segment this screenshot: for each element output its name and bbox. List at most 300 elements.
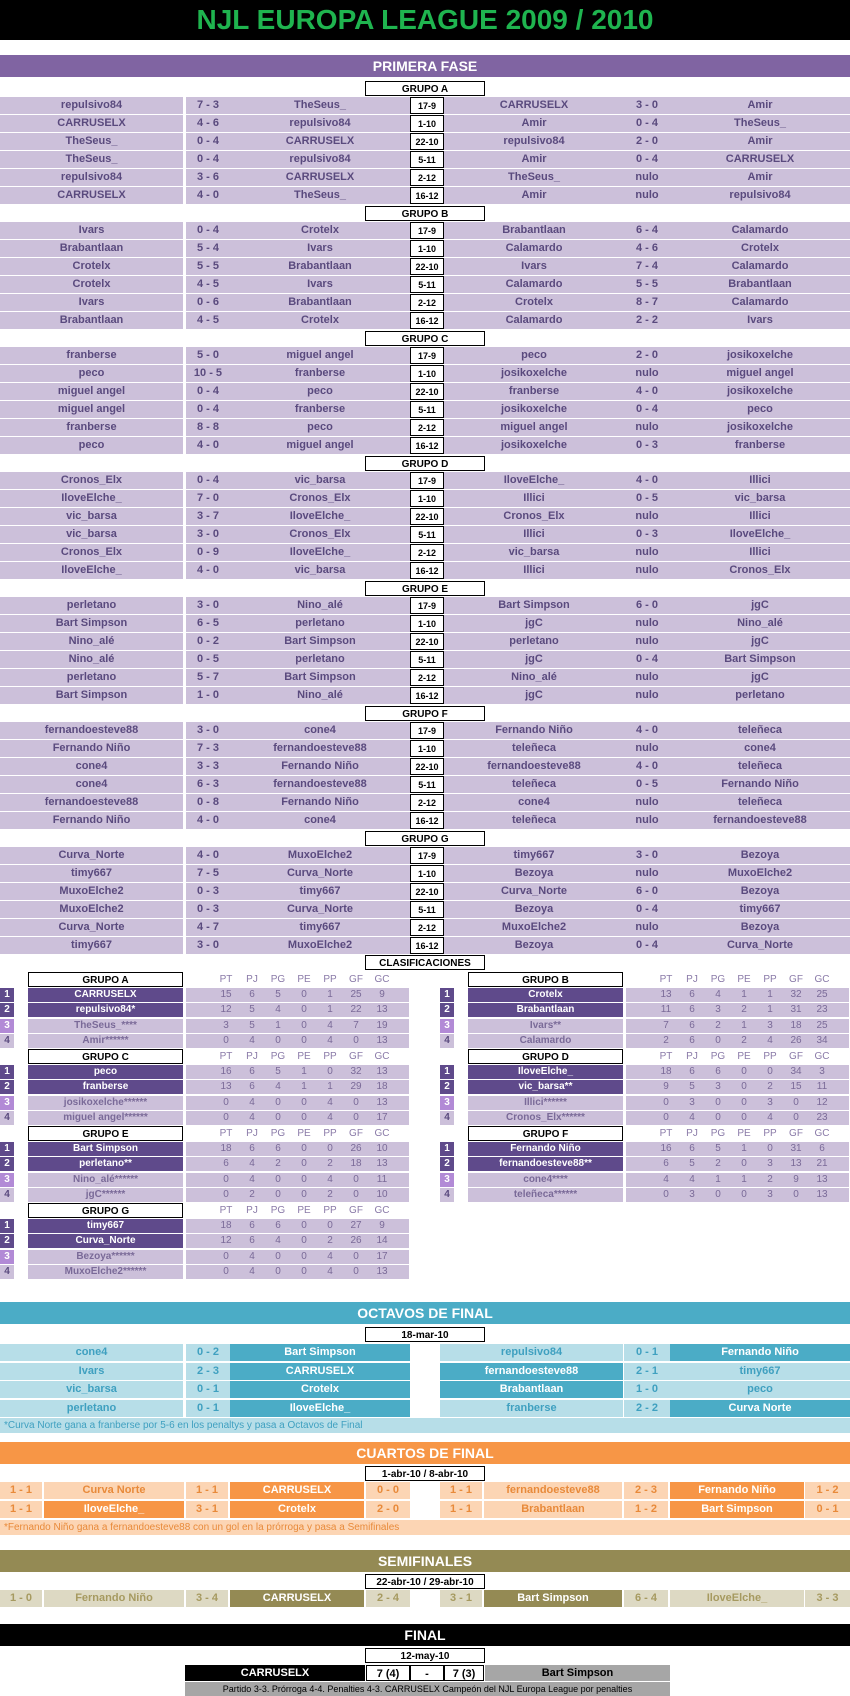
team-name: CARRUSELX (230, 133, 410, 150)
team-name: Fernando Niño (0, 812, 183, 829)
team-name: jgC (670, 669, 850, 686)
team-name: Illici (444, 526, 624, 543)
standings-stat: 5 (275, 1066, 281, 1077)
standings-stat: 19 (376, 1019, 388, 1031)
standings-header: GC (814, 974, 830, 985)
standings-stat: 0 (301, 1235, 307, 1247)
standings-position: 2 (0, 1003, 14, 1017)
team-name: teleñeca (444, 740, 624, 757)
team-name: Illici (670, 508, 850, 525)
standings-stat: 2 (249, 1188, 255, 1200)
team-name: perletano (230, 651, 410, 668)
team-name: perletano (230, 615, 410, 632)
match-score: nulo (624, 615, 670, 632)
match-score: 3 - 0 (186, 937, 230, 954)
match-score: 7 - 3 (186, 740, 230, 757)
team-name: franberse (230, 365, 410, 382)
team-name: franberse (230, 401, 410, 418)
team-name: Fernando Niño (230, 758, 410, 775)
standings-stat: 31 (790, 1143, 802, 1154)
standings-stat: 23 (816, 1004, 828, 1016)
match-score: 6 - 4 (624, 1590, 668, 1607)
standings-position: 4 (0, 1188, 14, 1202)
standings-position: 4 (0, 1265, 14, 1279)
standings-header: PE (737, 1051, 751, 1062)
match-score: 0 - 4 (186, 133, 230, 150)
final-home-score: 7 (4) (366, 1665, 410, 1681)
standings-stat: 2 (715, 1019, 721, 1031)
standings-stat: 4 (249, 1250, 255, 1262)
match-score: 6 - 4 (624, 222, 670, 239)
clasificaciones-label: CLASIFICACIONES (365, 955, 485, 970)
team-name: Brabantlaan (230, 294, 410, 311)
match-score: 1 - 0 (186, 687, 230, 704)
match-score: 2 - 0 (624, 347, 670, 364)
team-name: Brabantlaan (670, 276, 850, 293)
team-name: IloveElche_ (44, 1501, 184, 1518)
match-score: 0 - 4 (186, 222, 230, 239)
standings-stat: 0 (223, 1188, 229, 1200)
team-name: CARRUSELX (230, 1590, 364, 1607)
match-date: 5-11 (410, 526, 444, 543)
standings-header: GF (789, 1051, 803, 1062)
match-score: 1 - 0 (0, 1590, 42, 1607)
standings-stat: 0 (223, 1265, 229, 1277)
team-name: Curva_Norte (670, 937, 850, 954)
page-title: NJL EUROPA LEAGUE 2009 / 2010 (0, 0, 850, 40)
match-date: 16-12 (410, 812, 444, 829)
match-score: 4 - 6 (186, 115, 230, 132)
standings-stat: 0 (353, 1111, 359, 1123)
match-date: 1-10 (410, 115, 444, 132)
standings-stat: 26 (350, 1235, 362, 1247)
team-name: Ivars (230, 240, 410, 257)
standings-position: 4 (0, 1034, 14, 1048)
standings-position: 3 (440, 1096, 454, 1110)
team-name: vic_barsa (444, 544, 624, 561)
standings-stat: 13 (790, 1158, 802, 1170)
team-name: TheSeus_ (670, 115, 850, 132)
team-name: timy667 (444, 847, 624, 864)
standings-stat: 26 (790, 1034, 802, 1046)
cuartos-date: 1-abr-10 / 8-abr-10 (365, 1466, 485, 1481)
standings-stat: 15 (790, 1081, 802, 1093)
team-name: IloveElche_ (0, 490, 183, 507)
standings-header: PT (219, 974, 233, 985)
standings-group-label: GRUPO G (28, 1203, 183, 1218)
match-score: 0 - 2 (186, 633, 230, 650)
standings-stat: 6 (689, 1066, 695, 1077)
standings-header: GC (374, 974, 390, 985)
team-name: Curva Norte (44, 1482, 184, 1499)
standings-header: GC (374, 1051, 390, 1062)
standings-stat: 6 (249, 1235, 255, 1247)
match-score: 2 - 2 (624, 312, 670, 329)
standings-stat: 25 (350, 989, 362, 1000)
standings-stat: 4 (327, 1250, 333, 1262)
standings-header: PT (219, 1051, 233, 1062)
standings-header: PT (219, 1128, 233, 1139)
match-date: 17-9 (410, 597, 444, 614)
team-name: Crotelx (670, 240, 850, 257)
standings-stat: 0 (327, 1143, 333, 1154)
standings-stat: 6 (715, 1066, 721, 1077)
standings-stat: 0 (223, 1250, 229, 1262)
team-name: Curva_Norte (230, 901, 410, 918)
standings-header: PG (270, 1051, 286, 1062)
standings-stat: 0 (353, 1034, 359, 1046)
team-name: perletano (0, 1400, 183, 1417)
team-name: Cronos_Elx (230, 490, 410, 507)
team-name: TheSeus_ (444, 169, 624, 186)
team-name: peco (670, 1381, 850, 1398)
standings-stat: 0 (715, 1111, 721, 1123)
section-final: FINAL (0, 1624, 850, 1646)
team-name: Fernando Niño (44, 1590, 184, 1607)
team-name: perletano (0, 597, 183, 614)
team-name: Bart Simpson (230, 1344, 410, 1361)
standings-header: PG (710, 1128, 726, 1139)
team-name: miguel angel (230, 437, 410, 454)
section-semis: SEMIFINALES (0, 1550, 850, 1572)
team-name: Illici (670, 472, 850, 489)
team-name: Brabantlaan (484, 1501, 622, 1518)
match-score: 0 - 3 (624, 526, 670, 543)
standings-stat: 0 (275, 1173, 281, 1185)
match-score: 0 - 4 (186, 383, 230, 400)
standings-header: GF (349, 974, 363, 985)
team-name: IloveElche_ (670, 1590, 804, 1607)
team-name: vic_barsa (0, 526, 183, 543)
standings-stat: 34 (790, 1066, 802, 1077)
team-name: Crotelx (230, 1501, 364, 1518)
group-label: GRUPO E (365, 581, 485, 596)
match-score: 0 - 4 (624, 937, 670, 954)
match-date: 1-10 (410, 740, 444, 757)
standings-stat: 13 (816, 1173, 828, 1185)
standings-stat: 4 (767, 1034, 773, 1046)
team-name: cone4 (0, 1344, 183, 1361)
standings-stat: 3 (767, 1158, 773, 1170)
match-date: 22-10 (410, 508, 444, 525)
team-name: MuxoElche2 (670, 865, 850, 882)
standings-stat: 5 (249, 1004, 255, 1016)
standings-header: PE (297, 1205, 311, 1216)
standings-position: 4 (0, 1111, 14, 1125)
team-name: Bart Simpson (230, 633, 410, 650)
standings-stat: 2 (767, 1081, 773, 1093)
team-name: Calamardo (444, 276, 624, 293)
standings-stat: 0 (275, 1250, 281, 1262)
match-date: 2-12 (410, 794, 444, 811)
standings-stat: 13 (376, 1034, 388, 1046)
team-name: josikoxelche (670, 347, 850, 364)
standings-stat: 18 (790, 1019, 802, 1031)
match-score: 5 - 7 (186, 669, 230, 686)
standings-header: PE (297, 974, 311, 985)
standings-stat: 2 (327, 1235, 333, 1247)
standings-team: perletano** (28, 1157, 183, 1171)
team-name: MuxoElche2 (444, 919, 624, 936)
match-score: 4 - 0 (624, 472, 670, 489)
match-score: 3 - 3 (805, 1590, 850, 1607)
match-date: 22-10 (410, 133, 444, 150)
standings-header: PT (659, 1128, 673, 1139)
standings-team: cone4**** (468, 1173, 623, 1187)
team-name: cone4 (444, 794, 624, 811)
standings-stat: 3 (819, 1066, 825, 1077)
team-name: Bezoya (670, 919, 850, 936)
team-name: IloveElche_ (230, 1400, 410, 1417)
match-score: 0 - 8 (186, 794, 230, 811)
team-name: Crotelx (230, 312, 410, 329)
standings-stat: 4 (767, 1111, 773, 1123)
standings-stat: 0 (767, 1143, 773, 1154)
team-name: cone4 (230, 722, 410, 739)
standings-stat: 12 (220, 1235, 232, 1247)
team-name: Fernando Niño (670, 1344, 850, 1361)
standings-header: GF (789, 1128, 803, 1139)
standings-stat: 18 (660, 1066, 672, 1077)
team-name: josikoxelche (444, 401, 624, 418)
team-name: Nino_alé (670, 615, 850, 632)
team-name: Fernando Niño (230, 794, 410, 811)
match-date: 5-11 (410, 901, 444, 918)
standings-stat: 0 (301, 1158, 307, 1170)
standings-position: 1 (440, 1142, 454, 1156)
standings-stat: 0 (353, 1250, 359, 1262)
standings-stat: 17 (376, 1111, 388, 1123)
standings-stat: 4 (327, 1265, 333, 1277)
standings-header: GF (349, 1051, 363, 1062)
standings-stat: 0 (327, 1220, 333, 1231)
match-date: 22-10 (410, 883, 444, 900)
standings-header: PE (737, 1128, 751, 1139)
match-score: 3 - 1 (186, 1501, 228, 1518)
match-score: nulo (624, 812, 670, 829)
standings-stat: 1 (327, 989, 333, 1000)
standings-header: PJ (246, 1128, 258, 1139)
standings-stat: 4 (689, 1173, 695, 1185)
match-score: 0 - 4 (624, 651, 670, 668)
team-name: Curva Norte (670, 1400, 850, 1417)
match-date: 2-12 (410, 419, 444, 436)
team-name: repulsivo84 (0, 169, 183, 186)
team-name: Ivars (0, 222, 183, 239)
team-name: miguel angel (0, 401, 183, 418)
standings-header: PP (763, 1128, 777, 1139)
match-score: nulo (624, 544, 670, 561)
team-name: Bezoya (670, 883, 850, 900)
standings-team: IloveElche_ (468, 1065, 623, 1079)
standings-header: PJ (246, 1051, 258, 1062)
match-score: 8 - 7 (624, 294, 670, 311)
standings-header: PE (297, 1051, 311, 1062)
standings-header: PP (763, 974, 777, 985)
match-score: 7 - 5 (186, 865, 230, 882)
team-name: cone4 (230, 812, 410, 829)
match-date: 1-10 (410, 490, 444, 507)
standings-stat: 9 (379, 1220, 385, 1231)
standings-stat: 2 (715, 1158, 721, 1170)
match-score: nulo (624, 508, 670, 525)
team-name: Cronos_Elx (444, 508, 624, 525)
standings-stat: 23 (816, 1111, 828, 1123)
standings-stat: 5 (715, 1143, 721, 1154)
team-name: Calamardo (670, 258, 850, 275)
team-name: Amir (670, 169, 850, 186)
standings-stat: 9 (379, 989, 385, 1000)
team-name: Curva_Norte (444, 883, 624, 900)
team-name: teleñeca (444, 812, 624, 829)
match-score: nulo (624, 419, 670, 436)
standings-stat: 34 (816, 1034, 828, 1046)
match-score: 0 - 9 (186, 544, 230, 561)
team-name: vic_barsa (670, 490, 850, 507)
match-score: 0 - 3 (186, 883, 230, 900)
team-name: Ivars (230, 276, 410, 293)
team-name: Amir (444, 187, 624, 204)
team-name: josikoxelche (670, 383, 850, 400)
match-date: 22-10 (410, 383, 444, 400)
standings-stat: 18 (376, 1081, 388, 1093)
team-name: peco (0, 365, 183, 382)
team-name: franberse (670, 437, 850, 454)
match-score: 1 - 0 (624, 1381, 670, 1398)
group-label: GRUPO A (365, 81, 485, 96)
match-score: 7 - 3 (186, 97, 230, 114)
standings-header: PJ (246, 1205, 258, 1216)
team-name: Calamardo (670, 294, 850, 311)
match-score: 3 - 6 (186, 169, 230, 186)
match-score: 5 - 4 (186, 240, 230, 257)
standings-position: 2 (440, 1003, 454, 1017)
group-label: GRUPO B (365, 206, 485, 221)
team-name: Amir (444, 151, 624, 168)
match-score: 2 - 0 (366, 1501, 410, 1518)
standings-stat: 4 (249, 1096, 255, 1108)
team-name: Calamardo (444, 312, 624, 329)
team-name: Calamardo (670, 222, 850, 239)
standings-stat: 1 (275, 1019, 281, 1031)
team-name: fernandoesteve88 (444, 758, 624, 775)
standings-stat: 18 (220, 1143, 232, 1154)
standings-stat: 4 (327, 1096, 333, 1108)
match-score: 4 - 7 (186, 919, 230, 936)
standings-team: teleñeca****** (468, 1188, 623, 1202)
standings-header: PE (297, 1128, 311, 1139)
standings-stat: 4 (249, 1034, 255, 1046)
match-score: nulo (624, 669, 670, 686)
match-score: 1 - 1 (0, 1501, 42, 1518)
team-name: Crotelx (230, 1381, 410, 1398)
team-name: TheSeus_ (0, 133, 183, 150)
group-label: GRUPO F (365, 706, 485, 721)
team-name: Illici (444, 562, 624, 579)
match-date: 17-9 (410, 722, 444, 739)
team-name: vic_barsa (0, 1381, 183, 1398)
standings-stat: 0 (301, 1188, 307, 1200)
standings-stat: 1 (327, 1004, 333, 1016)
standings-header: PG (270, 974, 286, 985)
match-date: 2-12 (410, 919, 444, 936)
match-date: 5-11 (410, 276, 444, 293)
standings-stat: 3 (223, 1019, 229, 1031)
match-date: 2-12 (410, 169, 444, 186)
team-name: franberse (440, 1400, 623, 1417)
standings-stat: 13 (660, 989, 672, 1000)
standings-stat: 6 (663, 1158, 669, 1170)
match-date: 2-12 (410, 669, 444, 686)
match-score: nulo (624, 169, 670, 186)
standings-stat: 13 (376, 1265, 388, 1277)
standings-stat: 13 (376, 1066, 388, 1077)
standings-stat: 2 (327, 1188, 333, 1200)
team-name: Calamardo (444, 240, 624, 257)
standings-stat: 0 (715, 1096, 721, 1108)
standings-stat: 2 (663, 1034, 669, 1046)
match-score: 10 - 5 (186, 365, 230, 382)
standings-stat: 0 (663, 1188, 669, 1200)
match-date: 2-12 (410, 294, 444, 311)
team-name: Cronos_Elx (230, 526, 410, 543)
match-score: 8 - 8 (186, 419, 230, 436)
standings-stat: 0 (301, 1096, 307, 1108)
octavos-note: *Curva Norte gana a franberse por 5-6 en los penaltys y pasa a Octavos de Final (0, 1418, 850, 1433)
standings-header: PP (323, 1051, 337, 1062)
match-score: 0 - 4 (186, 151, 230, 168)
match-score: 4 - 0 (624, 383, 670, 400)
standings-group-label: GRUPO C (28, 1049, 183, 1064)
standings-stat: 27 (350, 1220, 362, 1231)
standings-stat: 4 (249, 1158, 255, 1170)
team-name: timy667 (0, 937, 183, 954)
standings-stat: 32 (350, 1066, 362, 1077)
team-name: fernandoesteve88 (670, 812, 850, 829)
team-name: Brabantlaan (440, 1381, 623, 1398)
standings-stat: 0 (741, 1096, 747, 1108)
standings-header: GC (814, 1128, 830, 1139)
team-name: josikoxelche (670, 419, 850, 436)
standings-stat: 6 (275, 1220, 281, 1231)
group-label: GRUPO D (365, 456, 485, 471)
match-score: 0 - 6 (186, 294, 230, 311)
match-score: nulo (624, 633, 670, 650)
team-name: perletano (670, 687, 850, 704)
match-score: 3 - 0 (186, 526, 230, 543)
team-name: Curva_Norte (0, 919, 183, 936)
standings-stat: 0 (275, 1096, 281, 1108)
standings-team: Bezoya****** (28, 1250, 183, 1264)
standings-header: GC (814, 1051, 830, 1062)
standings-header: PJ (686, 1128, 698, 1139)
standings-team: peco (28, 1065, 183, 1079)
standings-stat: 25 (816, 1019, 828, 1031)
standings-team: Fernando Niño (468, 1142, 623, 1156)
team-name: peco (670, 401, 850, 418)
standings-team: Nino_alé****** (28, 1173, 183, 1187)
match-score: 7 - 0 (186, 490, 230, 507)
standings-stat: 6 (249, 1081, 255, 1093)
match-date: 17-9 (410, 97, 444, 114)
standings-stat: 0 (275, 1188, 281, 1200)
standings-header: PT (659, 1051, 673, 1062)
final-away-team: Bart Simpson (485, 1665, 670, 1681)
match-score: 4 - 0 (186, 847, 230, 864)
team-name: IloveElche_ (230, 544, 410, 561)
standings-header: PT (659, 974, 673, 985)
match-date: 5-11 (410, 401, 444, 418)
